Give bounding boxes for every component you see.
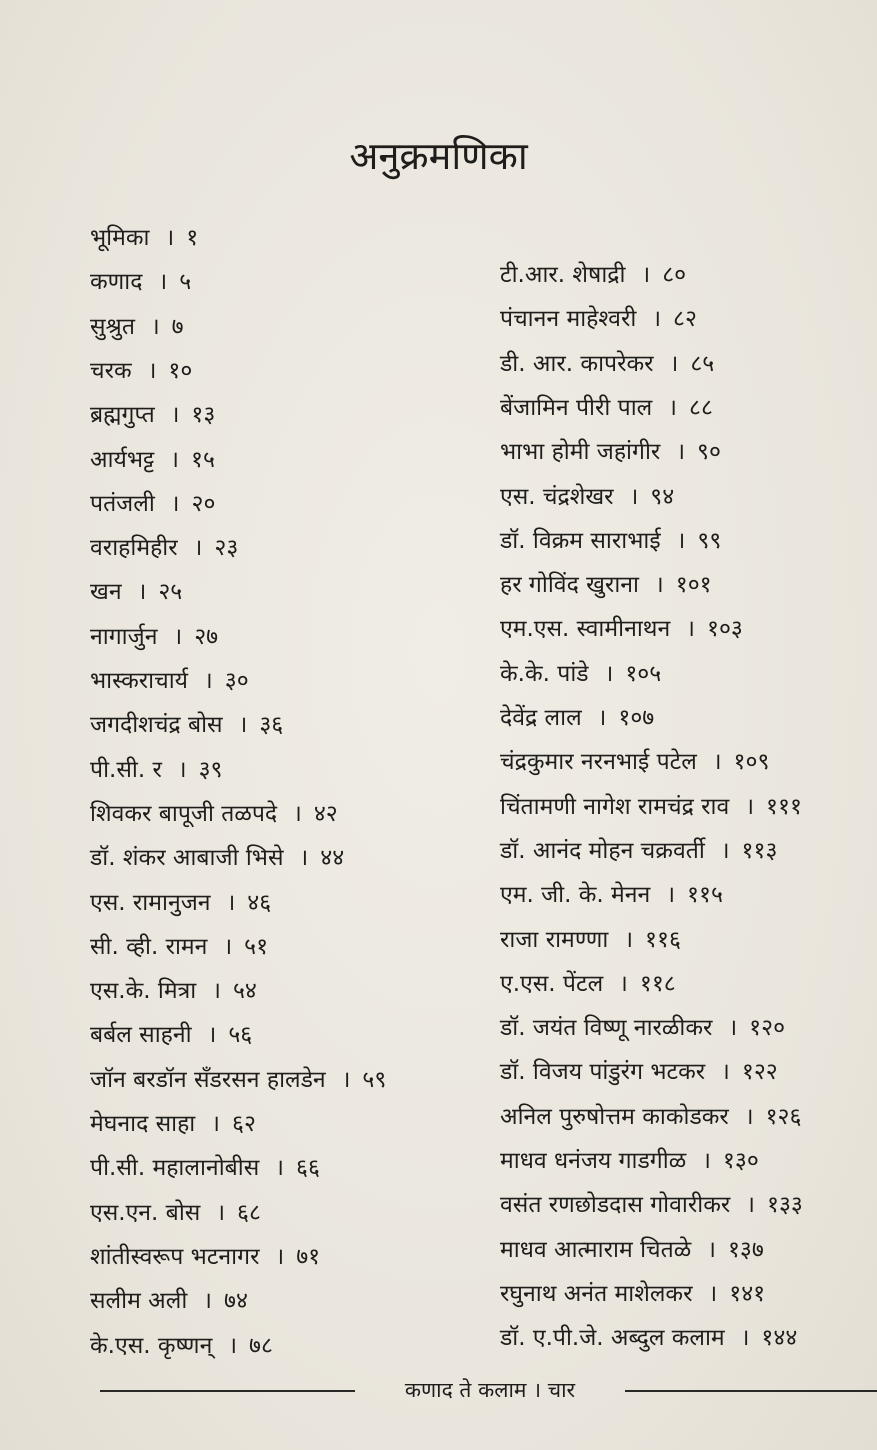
- toc-entry-name: भूमिका: [90, 225, 150, 251]
- toc-entry: [90, 932, 268, 962]
- toc-entry: [90, 888, 271, 918]
- toc-entry-separator: ।: [619, 970, 628, 997]
- toc-entry-page-number: ७१: [296, 1243, 321, 1270]
- toc-entry-page-number: ८२: [673, 306, 697, 333]
- toc-entry-name: वसंत रणछोडदास गोवारीकर: [500, 1192, 731, 1219]
- toc-entry-name: डॉ. विक्रम साराभाई: [500, 527, 661, 554]
- toc-entry-separator: ।: [212, 978, 221, 1005]
- toc-entry: [90, 445, 215, 475]
- toc-entry-page-number: १२६: [765, 1103, 802, 1130]
- toc-entry-name: चंद्रकुमार नरनभाई पटेल: [500, 749, 697, 776]
- toc-entry-separator: ।: [211, 1111, 220, 1137]
- toc-entry-page-number: ५४: [232, 978, 257, 1005]
- toc-entry-name: पतंजली: [90, 490, 155, 517]
- toc-entry-separator: ।: [708, 1280, 718, 1307]
- toc-entry-name: एस.के. मित्रा: [90, 978, 197, 1005]
- toc-entry-separator: ।: [655, 572, 664, 599]
- toc-entry-separator: ।: [147, 357, 157, 384]
- toc-entry-separator: ।: [597, 705, 607, 731]
- toc-entry: [500, 836, 777, 866]
- toc-entry-page-number: १०७: [618, 705, 655, 731]
- toc-entry-page-number: ४६: [247, 889, 272, 916]
- toc-entry-name: राजा रामण्णा: [500, 926, 609, 953]
- toc-entry-name: जगदीशचंद्र बोस: [90, 712, 223, 739]
- toc-entry-separator: ।: [170, 490, 180, 517]
- toc-entry: [500, 1146, 759, 1176]
- toc-entry-page-number: १३७: [727, 1236, 764, 1263]
- toc-entry-name: खन: [90, 579, 122, 606]
- toc-entry-page-number: ५६: [228, 1022, 253, 1049]
- toc-entry-page-number: १: [186, 225, 199, 251]
- toc-entry-name: चिंतामणी नागेश रामचंद्र राव: [500, 793, 730, 820]
- toc-entry-separator: ।: [712, 749, 722, 776]
- toc-entry-separator: ।: [203, 1288, 213, 1315]
- toc-entry-page-number: १०५: [625, 660, 662, 687]
- toc-entry-page-number: ११५: [687, 882, 723, 909]
- toc-entry: [500, 260, 686, 290]
- toc-entry-page-number: ६८: [237, 1199, 261, 1226]
- toc-entry-separator: ।: [652, 306, 662, 333]
- toc-entry: [90, 1286, 248, 1316]
- page-footer: [0, 1372, 877, 1412]
- toc-entry: [500, 1323, 797, 1353]
- toc-entry-separator: ।: [666, 882, 676, 909]
- footer-text: कणाद ते कलाम । चार: [404, 1378, 576, 1402]
- footer-rule-left: [100, 1390, 355, 1392]
- toc-entry: [500, 614, 743, 644]
- toc-entry-separator: ।: [216, 1199, 226, 1226]
- toc-entry-separator: ।: [707, 1236, 716, 1263]
- toc-entry-name: के.के. पांडे: [500, 660, 589, 687]
- toc-entry-page-number: ३६: [259, 712, 284, 739]
- toc-entry-name: सी. व्ही. रामन: [90, 933, 208, 960]
- toc-entry: [90, 1331, 273, 1361]
- toc-entry-separator: ।: [669, 350, 679, 377]
- toc-entry: [500, 1057, 778, 1087]
- toc-entry-name: सुश्रुत: [90, 313, 135, 340]
- toc-entry-name: रघुनाथ अनंत माशेलकर: [500, 1280, 693, 1307]
- toc-entry-name: टी.आर. शेषाद्री: [500, 262, 626, 288]
- toc-entry-separator: ।: [744, 1103, 754, 1130]
- toc-entry-name: एस.एन. बोस: [90, 1199, 201, 1226]
- toc-entry: [500, 1013, 785, 1043]
- toc-entry-name: डॉ. विजय पांडुरंग भटकर: [500, 1059, 706, 1086]
- toc-entry-name: डॉ. ए.पी.जे. अब्दुल कलाम: [500, 1325, 725, 1352]
- toc-entry: [500, 1279, 765, 1309]
- toc-entry-page-number: ८८: [688, 394, 713, 421]
- toc-entry-name: नागार्जुन: [90, 623, 158, 650]
- toc-entry: [90, 976, 257, 1006]
- toc-entry-separator: ।: [721, 1059, 730, 1086]
- toc-entry-name: पी.सी. र: [90, 756, 162, 783]
- toc-entry: [90, 577, 182, 607]
- toc-entry-name: पंचानन माहेश्वरी: [500, 306, 637, 333]
- toc-entry-page-number: १११: [766, 793, 802, 820]
- toc-entry-separator: ।: [275, 1155, 285, 1182]
- toc-entry: [90, 312, 184, 342]
- toc-entry-name: शांतीस्वरूप भटनागर: [90, 1243, 260, 1270]
- toc-entry-page-number: ४२: [313, 800, 338, 827]
- toc-entry: [500, 969, 676, 999]
- toc-entry-page-number: ११३: [741, 837, 778, 864]
- toc-entry-page-number: ८५: [690, 350, 715, 377]
- toc-entry-name: ए.एस. पेंटल: [500, 970, 604, 997]
- toc-entry-name: भास्कराचार्य: [90, 668, 189, 694]
- toc-entry-separator: ।: [676, 439, 686, 466]
- toc-entry-separator: ।: [686, 616, 695, 643]
- toc-entry-page-number: ९९: [697, 527, 722, 554]
- toc-entry-separator: ।: [728, 1015, 738, 1042]
- toc-entry-name: डॉ. जयंत विष्णू नारळीकर: [500, 1015, 713, 1042]
- toc-entry-page-number: १२२: [741, 1059, 778, 1086]
- toc-entry: [500, 792, 802, 822]
- toc-entry-separator: ।: [137, 579, 147, 606]
- toc-entry: [90, 1198, 261, 1228]
- toc-entry-page-number: ६६: [296, 1155, 320, 1182]
- toc-entry-page-number: १३: [191, 402, 216, 429]
- toc-entry-separator: ।: [746, 1192, 756, 1219]
- toc-entry-page-number: ११८: [639, 970, 676, 997]
- toc-entry-name: चरक: [90, 357, 132, 384]
- toc-entry-name: मेघनाद साहा: [90, 1111, 196, 1137]
- toc-entry-name: डॉ. आनंद मोहन चक्रवर्ती: [500, 837, 705, 864]
- toc-entry-page-number: ७८: [249, 1332, 273, 1359]
- toc-entry: [90, 533, 238, 563]
- toc-entry: [90, 710, 283, 740]
- toc-entry-page-number: १३३: [767, 1192, 803, 1219]
- toc-entry: [500, 1235, 764, 1265]
- toc-entry-page-number: ३९: [198, 756, 223, 783]
- toc-entry-name: एम.एस. स्वामीनाथन: [500, 616, 671, 643]
- toc-entry-name: माधव आत्माराम चितळे: [500, 1236, 692, 1263]
- toc-entry: [500, 349, 714, 379]
- toc-entry-name: एम. जी. के. मेनन: [500, 882, 651, 909]
- toc-entry-separator: ।: [299, 845, 309, 872]
- footer-rule-right: [625, 1390, 877, 1392]
- toc-entry-page-number: २७: [194, 623, 219, 650]
- toc-entry: [500, 747, 769, 777]
- toc-entry: [90, 267, 191, 297]
- toc-entry-separator: ।: [193, 535, 203, 562]
- toc-entry-separator: ।: [740, 1325, 750, 1352]
- toc-entry-separator: ।: [228, 1332, 238, 1359]
- toc-entry-page-number: २०: [191, 490, 216, 517]
- toc-entry: [500, 304, 697, 334]
- toc-entry: [500, 482, 674, 512]
- toc-entry: [90, 489, 215, 519]
- toc-entry-page-number: ७४: [224, 1288, 248, 1315]
- toc-entry: [90, 843, 344, 873]
- toc-entry: [90, 622, 218, 652]
- toc-entry-separator: ।: [641, 262, 651, 288]
- toc-entry-separator: ।: [624, 926, 634, 953]
- toc-entry-page-number: ११६: [645, 926, 681, 953]
- toc-entry: [500, 925, 681, 955]
- toc-entry: [500, 526, 721, 556]
- toc-entry: [90, 1242, 320, 1272]
- toc-entry-name: देवेंद्र लाल: [500, 705, 582, 731]
- toc-entry-separator: ।: [238, 712, 248, 739]
- toc-entry-separator: ।: [275, 1243, 285, 1270]
- toc-entry: [500, 437, 721, 467]
- toc-entry: [500, 570, 712, 600]
- toc-entry-name: सलीम अली: [90, 1288, 188, 1315]
- toc-entry-page-number: ३०: [224, 668, 249, 694]
- toc-entry-page-number: २३: [214, 535, 239, 562]
- toc-entry-page-number: १४४: [761, 1325, 798, 1352]
- toc-entry: [500, 659, 661, 689]
- toc-entry: [90, 666, 249, 696]
- toc-entry-page-number: ७: [171, 313, 184, 340]
- toc-entry-page-number: ९४: [650, 483, 675, 510]
- toc-entry-name: जॉन बरडॉन सँडरसन हालडेन: [90, 1066, 326, 1093]
- toc-entry-separator: ।: [341, 1066, 351, 1093]
- toc-entry-name: बर्बल साहनी: [90, 1022, 192, 1049]
- toc-entry: [500, 703, 654, 733]
- toc-entry-page-number: १०९: [733, 749, 770, 776]
- toc-entry-name: आर्यभट्ट: [90, 446, 155, 473]
- toc-entry-page-number: १०३: [706, 616, 743, 643]
- toc-entry-separator: ।: [604, 660, 614, 687]
- toc-entry-separator: ।: [668, 394, 677, 421]
- toc-entry-separator: ।: [702, 1148, 711, 1174]
- toc-entry: [90, 400, 215, 430]
- toc-entry-page-number: ५९: [362, 1066, 387, 1093]
- toc-entry-separator: ।: [150, 313, 160, 340]
- toc-entry-name: वराहमिहीर: [90, 535, 178, 562]
- toc-entry-separator: ।: [745, 793, 755, 820]
- toc-entry-page-number: ५१: [244, 933, 269, 960]
- toc-entry-separator: ।: [170, 446, 179, 473]
- toc-entry: [90, 755, 223, 785]
- toc-entry: [90, 1153, 320, 1183]
- toc-entry-name: भाभा होमी जहांगीर: [500, 439, 661, 466]
- toc-entry-page-number: ५: [179, 269, 192, 296]
- toc-entry: [90, 356, 192, 386]
- toc-entry: [500, 880, 723, 910]
- toc-entry-separator: ।: [165, 225, 175, 251]
- toc-entry: [90, 1109, 256, 1139]
- toc-entry-page-number: ६२: [232, 1111, 256, 1137]
- toc-entry: [90, 223, 198, 253]
- toc-entry-name: अनिल पुरुषोत्तम काकोडकर: [500, 1103, 729, 1130]
- toc-entry-separator: ।: [676, 527, 686, 554]
- toc-entry-page-number: १३०: [722, 1148, 759, 1174]
- toc-entry-name: एस. चंद्रशेखर: [500, 483, 614, 510]
- toc-entry-name: डॉ. शंकर आबाजी भिसे: [90, 845, 284, 872]
- page-title: अनुक्रमणिका: [349, 134, 528, 178]
- toc-entry-page-number: २५: [158, 579, 183, 606]
- toc-entry-page-number: १०१: [675, 572, 712, 599]
- toc-entry-separator: ।: [170, 402, 180, 429]
- toc-entry-page-number: १४१: [729, 1280, 766, 1307]
- toc-entry-separator: ।: [293, 800, 302, 827]
- toc-entry-page-number: ९०: [697, 439, 721, 466]
- toc-entry-separator: ।: [177, 756, 187, 783]
- toc-entry-name: हर गोविंद खुराना: [500, 572, 640, 599]
- toc-entry-separator: ।: [204, 668, 213, 694]
- toc-entry: [90, 1065, 386, 1095]
- toc-entry-separator: ।: [223, 933, 233, 960]
- toc-entry-name: कणाद: [90, 269, 143, 296]
- toc-entry: [500, 1102, 801, 1132]
- toc-entry-page-number: १०: [168, 357, 193, 384]
- toc-entry-page-number: ४४: [320, 845, 345, 872]
- toc-entry-name: एस. रामानुजन: [90, 889, 211, 916]
- toc-entry-name: माधव धनंजय गाडगीळ: [500, 1148, 687, 1174]
- toc-entry: [500, 393, 713, 423]
- toc-entry-name: डी. आर. कापरेकर: [500, 350, 654, 377]
- toc-entry-name: ब्रह्मगुप्त: [90, 402, 155, 429]
- toc-entry: [90, 1020, 252, 1050]
- toc-entry: [90, 799, 338, 829]
- toc-entry-page-number: १२०: [749, 1015, 786, 1042]
- toc-entry-name: पी.सी. महालानोबीस: [90, 1155, 260, 1182]
- toc-entry: [500, 1190, 803, 1220]
- toc-entry-name: के.एस. कृष्णन्: [90, 1332, 213, 1359]
- toc-entry-separator: ।: [207, 1022, 217, 1049]
- toc-entry-separator: ।: [720, 837, 730, 864]
- toc-entry-separator: ।: [226, 889, 236, 916]
- toc-entry-separator: ।: [173, 623, 183, 650]
- toc-entry-separator: ।: [158, 269, 168, 296]
- toc-entry-page-number: १५: [190, 446, 215, 473]
- toc-entry-page-number: ८०: [662, 262, 687, 288]
- toc-entry-name: शिवकर बापूजी तळपदे: [90, 800, 278, 827]
- toc-entry-separator: ।: [629, 483, 639, 510]
- toc-entry-name: बेंजामिन पीरी पाल: [500, 394, 653, 421]
